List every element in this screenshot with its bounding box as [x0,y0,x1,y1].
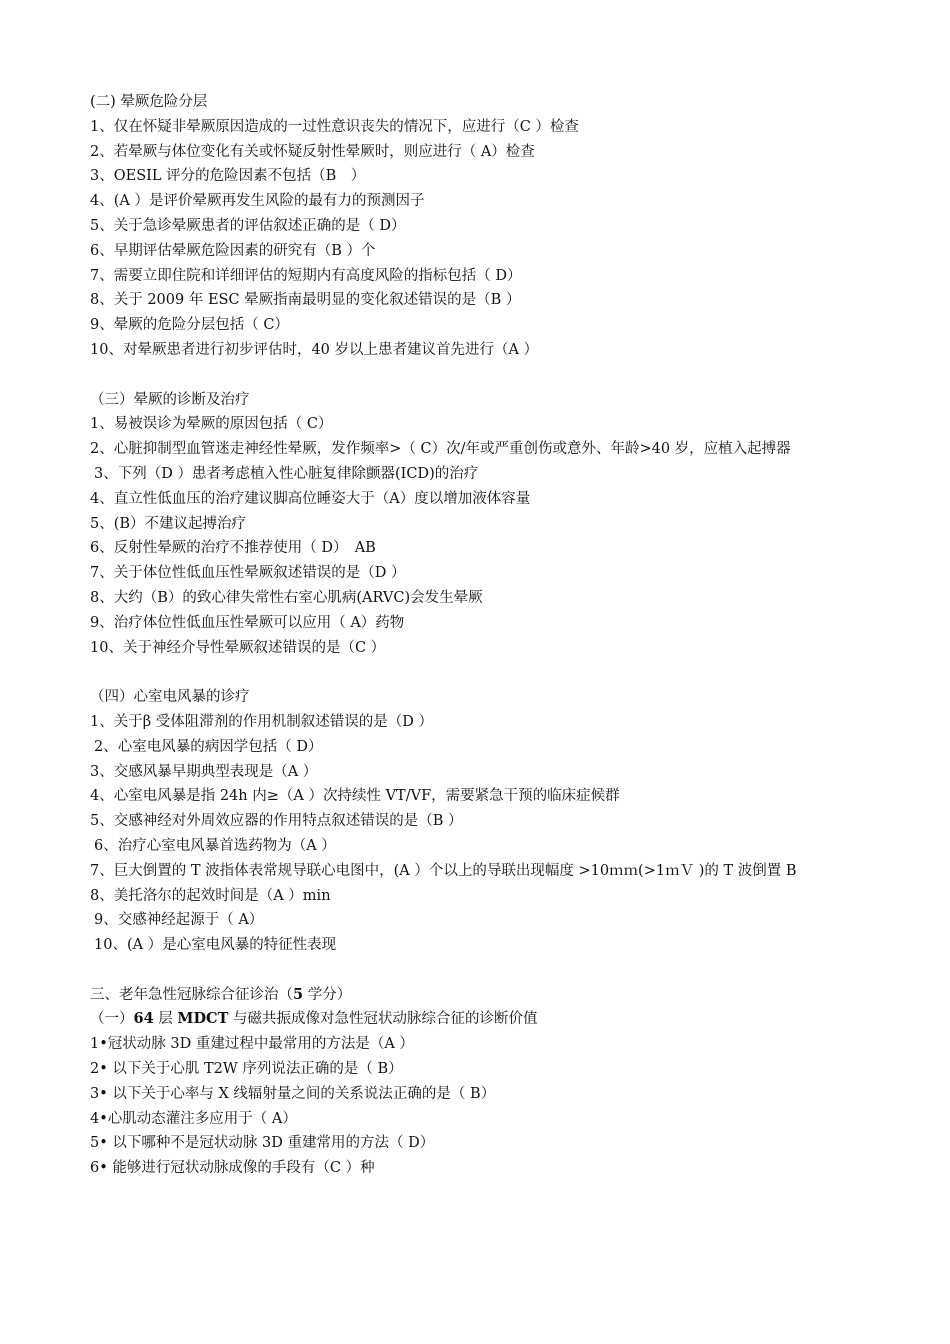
spacer [90,660,870,685]
section-heading: （三）晕厥的诊断及治疗 [90,391,250,408]
question-item: 4•心肌动态灌注多应用于（ A） [90,1110,297,1127]
section-heading: （四）心室电风暴的诊疗 [90,689,250,706]
question-item: 3、下列（D ）患者考虑植入性心脏复律除颤器(ICD)的治疗 [94,465,479,482]
question-item: 7、巨大倒置的 T 波指体表常规导联心电图中，(A ）个以上的导联出现幅度 >10ｍｍ(>1ｍＶ )的 T 波倒置 B [90,862,797,879]
question-item: 5• 以下哪种不是冠状动脉 3D 重建常用的方法（ D） [90,1135,435,1152]
question-item: 3、交感风暴早期典型表现是（A ） [90,763,318,780]
question-item: 6、反射性晕厥的治疗不推荐使用（ D） AB [90,540,376,557]
question-item: 2• 以下关于心肌 T2W 序列说法正确的是（ B） [90,1061,403,1078]
question-item: 6、早期评估晕厥危险因素的研究有（B ）个 [90,242,376,259]
question-item: 1•冠状动脉 3D 重建过程中最常用的方法是（A ） [90,1036,414,1053]
question-item: 6• 能够进行冠状动脉成像的手段有（C ）种 [90,1160,375,1177]
question-item: 7、关于体位性低血压性晕厥叙述错误的是（D ） [90,565,406,582]
section-acs-elderly [90,983,870,1181]
document-page [90,90,870,1181]
spacer [90,958,870,983]
question-item: 1、关于β 受体阻滞剂的作用机制叙述错误的是（D ） [90,713,433,730]
question-item: 2、心室电风暴的病因学包括（ D） [94,738,323,755]
question-item: 3、OESIL 评分的危险因素不包括（B ） [90,168,366,185]
question-item: 9、治疗体位性低血压性晕厥可以应用（ A）药物 [90,614,405,631]
question-item: 5、关于急诊晕厥患者的评估叙述正确的是（ D） [90,217,406,234]
question-item: 3• 以下关于心率与 X 线辐射量之间的关系说法正确的是（ B） [90,1085,496,1102]
section-diagnosis-treatment [90,388,870,661]
question-item: 5、交感神经对外周效应器的作用特点叙述错误的是（B ） [90,813,463,830]
spacer [90,363,870,388]
question-item: 6、治疗心室电风暴首选药物为（A ） [94,837,336,854]
question-item: 4、直立性低血压的治疗建议脚高位睡姿大于（A）度以增加液体容量 [90,490,531,507]
question-item: 2、若晕厥与体位变化有关或怀疑反射性晕厥时，则应进行（ A）检查 [90,143,535,160]
question-item: 10、关于神经介导性晕厥叙述错误的是（C ） [90,639,386,656]
question-item: 9、晕厥的危险分层包括（ C） [90,317,289,334]
question-item: 7、需要立即住院和详细评估的短期内有高度风险的指标包括（ D） [90,267,522,284]
question-item: 2、心脏抑制型血管迷走神经性晕厥，发作频率>（ C）次/年或严重创伤或意外、年龄>40 岁，应植入起搏器 [90,441,791,458]
question-item: 1、仅在怀疑非晕厥原因造成的一过性意识丧失的情况下，应进行（C ）检查 [90,118,579,135]
question-item: 1、易被误诊为晕厥的原因包括（ C） [90,416,333,433]
subsection-heading: （一）64 层 MDCT 与磁共振成像对急性冠状动脉综合征的诊断价值 [90,1010,538,1028]
question-item: 8、大约（B）的致心律失常性右室心肌病(ARVC)会发生晕厥 [90,589,483,606]
question-item: 10、对晕厥患者进行初步评估时，40 岁以上患者建议首先进行（A ） [90,341,539,358]
question-item: 4、(A ）是评价晕厥再发生风险的最有力的预测因子 [90,193,425,210]
section-risk-stratification [90,90,870,363]
section-electrical-storm [90,685,870,958]
question-item: 5、(B）不建议起搏治疗 [90,515,247,532]
question-item: 8、美托洛尔的起效时间是（A ）min [90,887,331,904]
question-item: 8、关于 2009 年 ESC 晕厥指南最明显的变化叙述错误的是（B ） [90,292,521,309]
part-heading: 三、老年急性冠脉综合征诊治（5 学分） [90,985,352,1003]
question-item: 10、(A ）是心室电风暴的特征性表现 [94,937,337,954]
question-item: 4、心室电风暴是指 24h 内≥（A ）次持续性 VT/VF，需要紧急干预的临床症候群 [90,788,620,805]
section-heading: (二) 晕厥危险分层 [90,94,208,110]
question-item: 9、交感神经起源于（ A） [94,912,264,929]
